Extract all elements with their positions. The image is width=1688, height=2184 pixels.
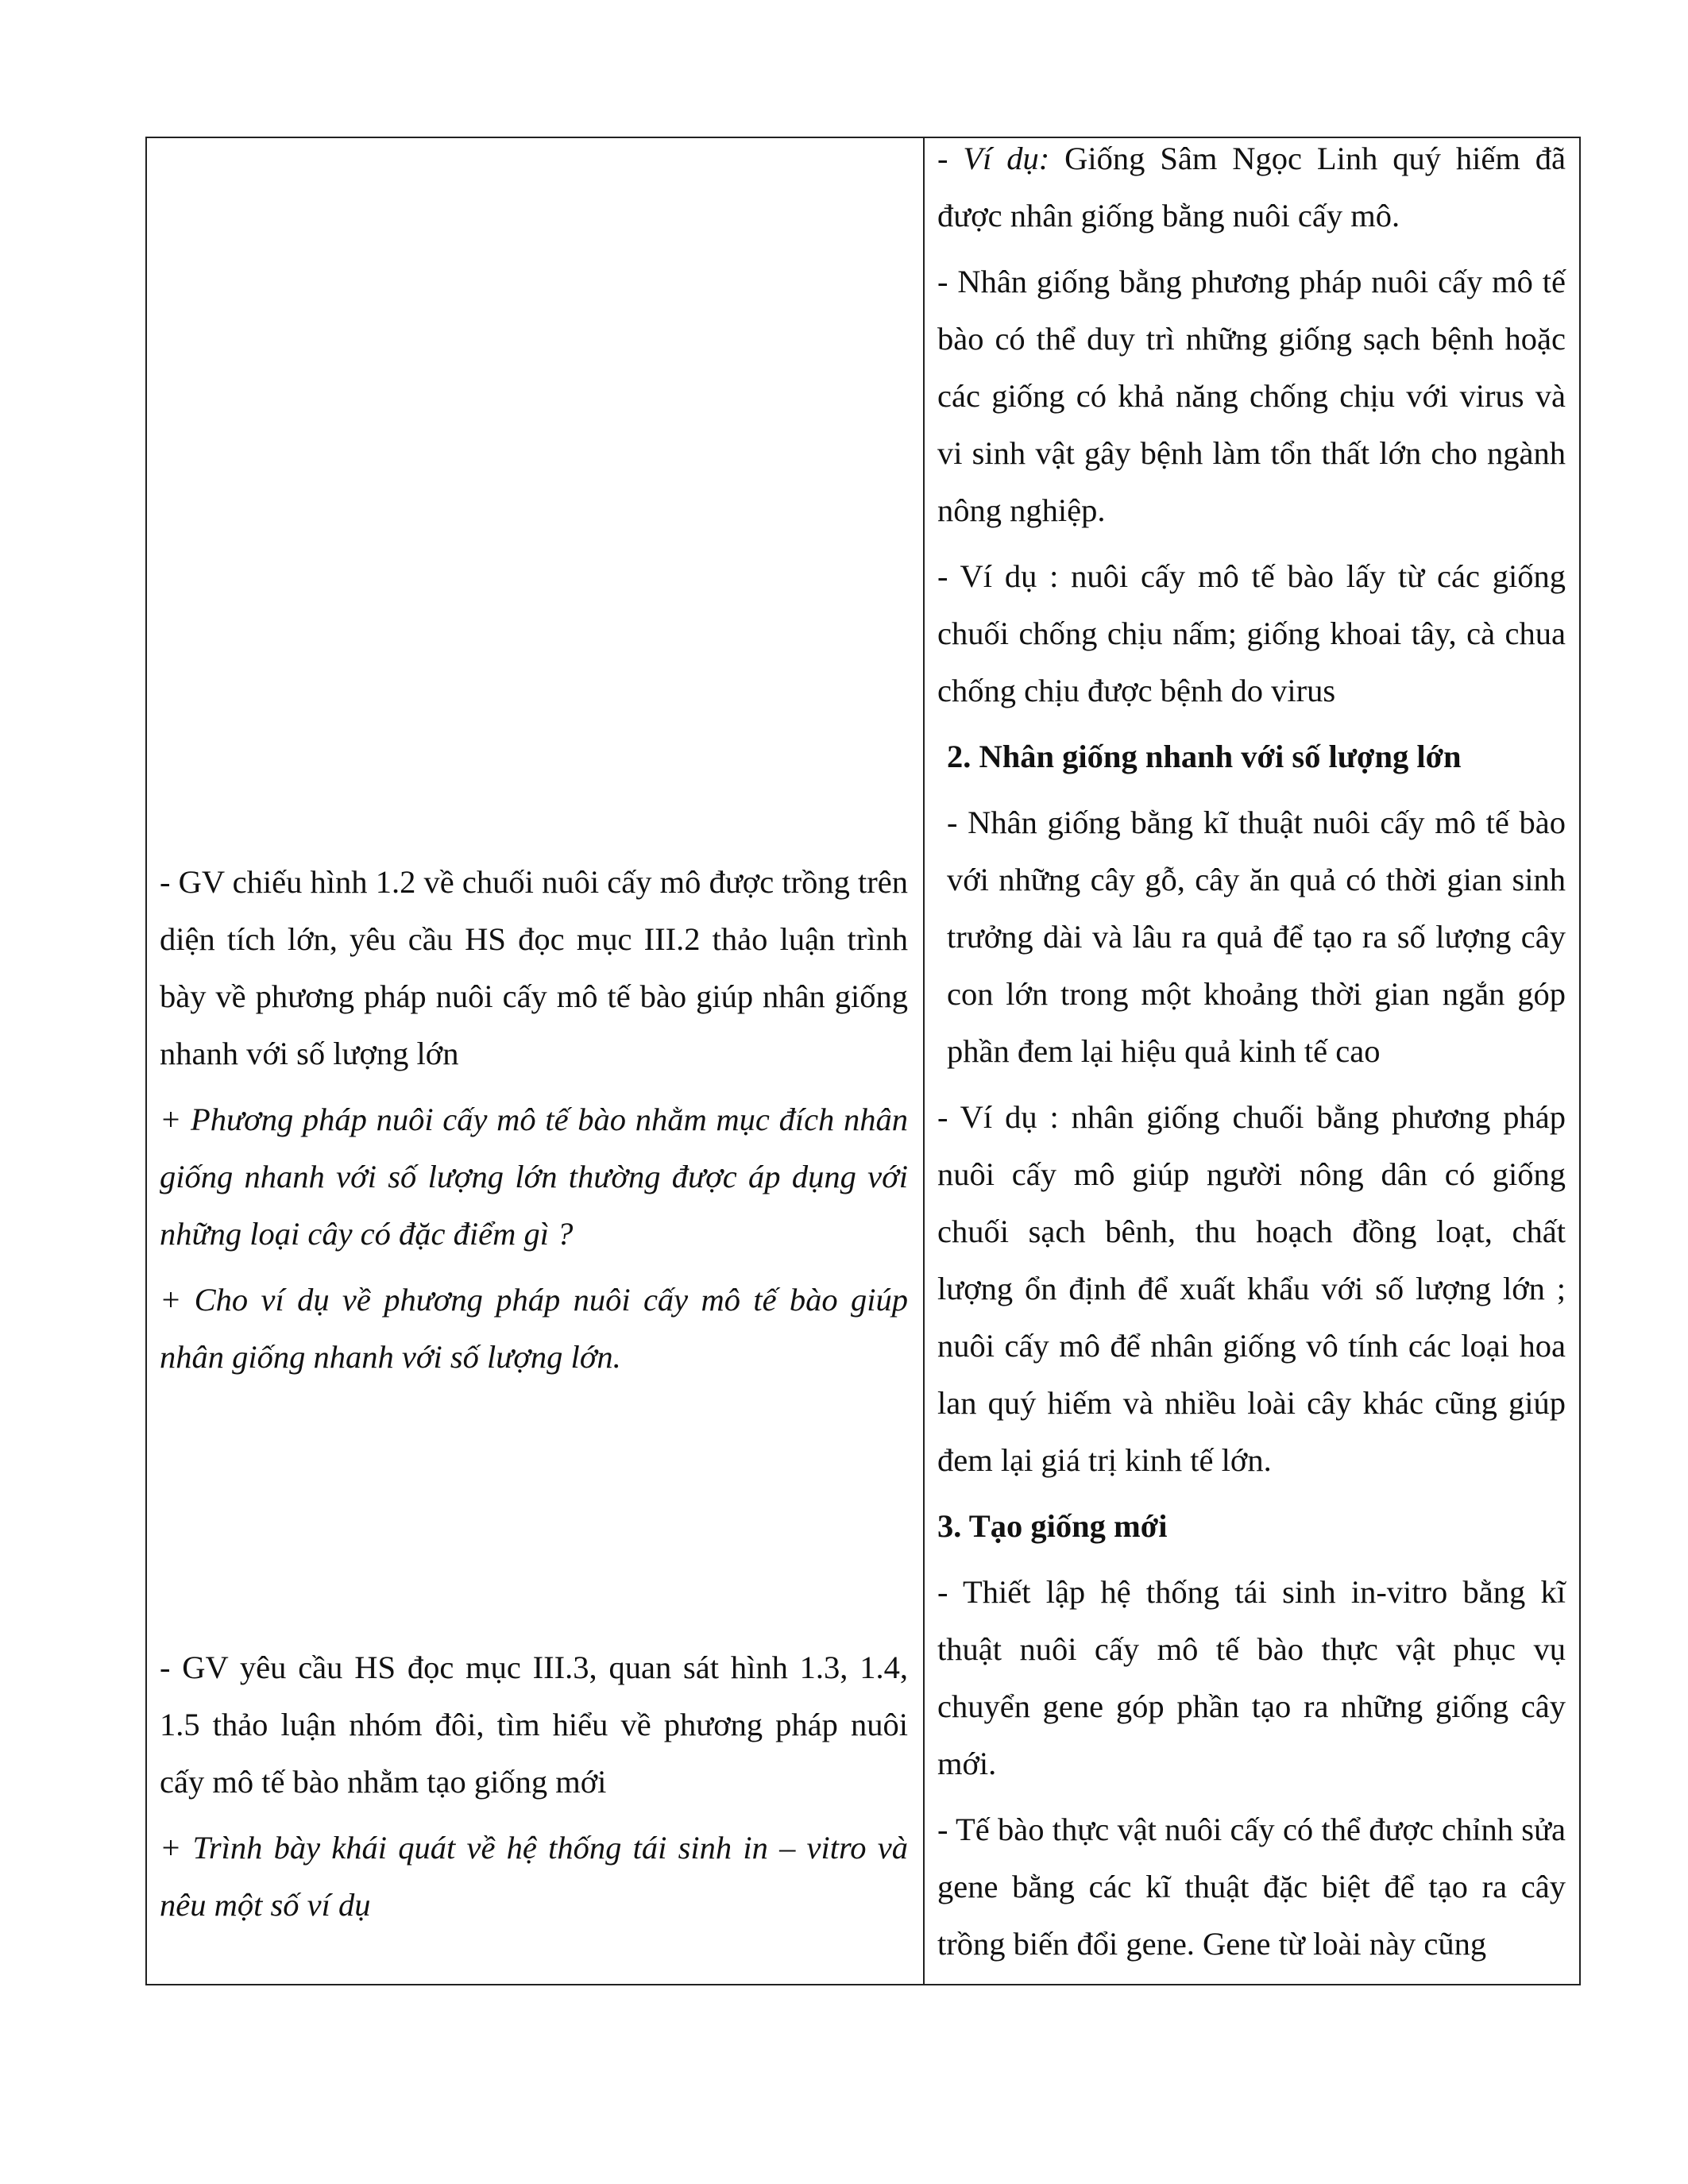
content-column (937, 130, 1566, 1981)
example-paragraph (937, 130, 1566, 245)
activity-instruction: - GV yêu cầu HS đọc mục III.3, quan sát hình 1.3, 1.4, 1.5 thảo luận nhóm đôi, tìm hiểu về phương pháp nuôi cấy mô tế bào nhằm tạo giống mới (160, 1650, 908, 1800)
content-paragraph: - Nhân giống bằng kĩ thuật nuôi cấy mô tế bào với những cây gỗ, cây ăn quả có thời gian sinh trưởng dài và lâu ra quả để tạo ra số lượng cây con lớn trong một khoảng thời gian ngắn góp phần đem lại hiệu quả kinh tế cao (947, 805, 1566, 1069)
example-text: Giống Sâm Ngọc Linh quý hiếm đã được nhân giống bằng nuôi cấy mô. (937, 141, 1566, 233)
teacher-activity-block-2 (160, 1639, 908, 1943)
activity-question: + Cho ví dụ về phương pháp nuôi cấy mô tế bào giúp nhân giống nhanh với số lượng lớn. (160, 1282, 908, 1375)
content-paragraph: - Tế bào thực vật nuôi cấy có thể được chỉnh sửa gene bằng các kĩ thuật đặc biệt để tạo ra cây trồng biến đổi gene. Gene từ loài này cũng (937, 1812, 1566, 1962)
activity-instruction: - GV chiếu hình 1.2 về chuối nuôi cấy mô được trồng trên diện tích lớn, yêu cầu HS đọc mục III.2 thảo luận trình bày về phương pháp nuôi cấy mô tế bào giúp nhân giống nhanh với số lượng lớn (160, 864, 908, 1071)
section-heading: 3. Tạo giống mới (937, 1508, 1168, 1544)
column-divider (923, 137, 925, 1985)
activity-question: + Phương pháp nuôi cấy mô tế bào nhằm mục đích nhân giống nhanh với số lượng lớn thường được áp dụng với những loại cây có đặc điểm gì ? (160, 1102, 908, 1252)
activity-question: + Trình bày khái quát về hệ thống tái sinh in – vitro và nêu một số ví dụ (160, 1830, 908, 1923)
content-paragraph: - Ví dụ : nhân giống chuối bằng phương pháp nuôi cấy mô giúp người nông dân có giống chuối sạch bênh, thu hoạch đồng loạt, chất lượng ổn định để xuất khẩu với số lượng lớn ; nuôi cấy mô để nhân giống vô tính các loại hoa lan quý hiếm và nhiều loài cây khác cũng giúp đem lại giá trị kinh tế lớn. (937, 1099, 1566, 1478)
content-paragraph: - Nhân giống bằng phương pháp nuôi cấy mô tế bào có thể duy trì những giống sạch bệnh hoặc các giống có khả năng chống chịu với virus và vi sinh vật gây bệnh làm tổn thất lớn cho ngành nông nghiệp. (937, 264, 1566, 528)
example-label: Ví dụ: (963, 141, 1050, 176)
section-heading: 2. Nhân giống nhanh với số lượng lớn (947, 739, 1462, 774)
teacher-activity-block-1 (160, 854, 908, 1395)
dash-prefix: - (937, 141, 964, 176)
content-paragraph: - Thiết lập hệ thống tái sinh in-vitro bằng kĩ thuật nuôi cấy mô tế bào thực vật phục vụ chuyển gene góp phần tạo ra những giống cây mới. (937, 1574, 1566, 1781)
content-paragraph: - Ví dụ : nuôi cấy mô tế bào lấy từ các giống chuối chống chịu nấm; giống khoai tây, cà chua chống chịu được bệnh do virus (937, 558, 1566, 708)
